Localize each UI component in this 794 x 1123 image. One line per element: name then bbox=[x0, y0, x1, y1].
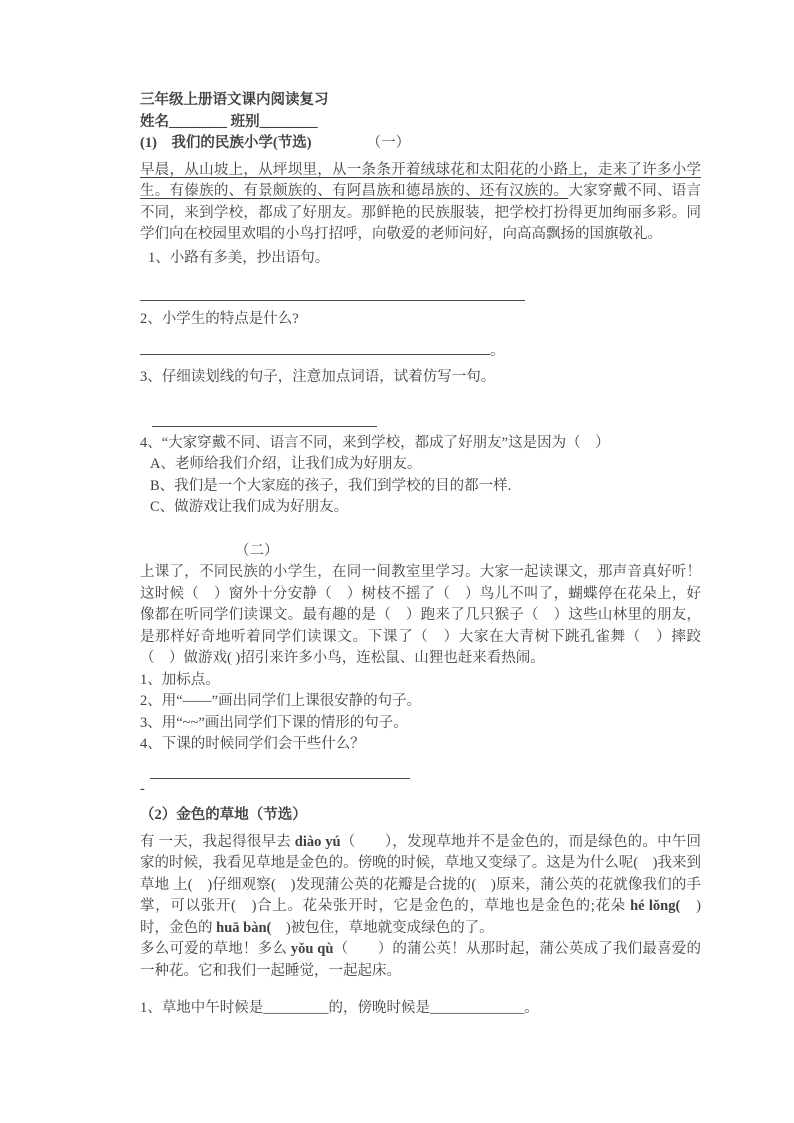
section1-heading: (1) 我们的民族小学(节选) bbox=[140, 135, 312, 151]
section1-option-b: B、我们是一个大家庭的孩子，我们到学校的目的都一样. bbox=[150, 477, 512, 494]
section1-question-2: 2、小学生的特点是什么? bbox=[140, 311, 299, 327]
s3-p1-seg2: （ ），发现草地并不是金色的，而是绿色的。中午回家的时候，我看见草地是金色的。傍晚的时候，草地又变绿了。这是为什么呢( )我来到草地 上( )仔细观察( )发现蒲公英的花瓣是合拢的( )原来，蒲公英的花就像我们的手掌，可以张开( )合上。花朵张开时，它是金色的，草地也是金色的;花朵 bbox=[140, 833, 701, 914]
section2-question-2: 2、用“——”画出同学们上课很安静的句子。 bbox=[140, 693, 422, 709]
answer-blank-period: 。 bbox=[490, 342, 505, 359]
doc-title: 三年级上册语文课内阅读复习 bbox=[140, 92, 329, 108]
section3-question-1: 1、草地中午时候是_________的，傍晚时候是_____________。 bbox=[140, 1000, 539, 1016]
section1-passage-underlined: 早晨，从山坡上，从坪坝里，从一条条开着绒球花和太阳花的小路上，走来了许多小学生。有傣族的、有景颇族的、有阿昌族和德昂族的、还有汉族的。 bbox=[140, 161, 701, 199]
section2-question-4: 4、下课的时候同学们会干些什么？ bbox=[140, 736, 365, 752]
answer-blank-line-1 bbox=[140, 300, 525, 301]
section1-question-1: 1、小路有多美，抄出语句。 bbox=[148, 249, 330, 266]
s3-p2-seg2: （ ）的蒲公英！从那时起，蒲公英成了我们最喜爱的一种花。它和我们一起睡觉，一起起床。 bbox=[140, 941, 702, 979]
section2-part-label: （二） bbox=[235, 542, 279, 559]
answer-blank-line-2 bbox=[140, 340, 490, 355]
answer-blank-line-3 bbox=[152, 426, 377, 427]
section2-question-3: 3、用“~~”画出同学们下课的情形的句子。 bbox=[140, 714, 408, 731]
answer-blank-row-2 bbox=[140, 340, 701, 363]
s3-pinyin-helong: hé lǒng( bbox=[630, 898, 681, 914]
section1-heading-line bbox=[140, 133, 701, 155]
s3-pinyin-diaoyu: diào yú bbox=[294, 833, 341, 850]
s3-p1-seg1: 有 一天，我起得很早去 bbox=[140, 833, 295, 850]
section1-question-3: 3、仔细读划线的句子，注意加点词语，试着仿写一句。 bbox=[140, 369, 496, 385]
s3-p1-seg4: )被包住，草地就变成绿色的了。 bbox=[271, 919, 494, 936]
section3-heading: （2）金色的草地（节选） bbox=[140, 807, 307, 823]
section1-passage-rest: 大家穿戴不同、语言不同，来到学校，都成了好朋友。那鲜艳的民族服装，把学校打扮得更加绚丽多彩。同学们向在校园里欢唱的小鸟打招呼，向敬爱的老师问好，向高高飘扬的国旗敬礼。 bbox=[140, 183, 702, 242]
s3-pinyin-huaban: huā bàn( bbox=[216, 919, 272, 936]
section3-passage-2 bbox=[140, 939, 701, 982]
section2-question-1: 1、加标点。 bbox=[140, 671, 220, 688]
dash-line: - bbox=[140, 780, 145, 797]
section2-passage: 上课了，不同民族的小学生，在同一间教室里学习。大家一起读课文，那声音真好听！这时候（ ）窗外十分安静（ ）树枝不摇了（ ）鸟儿不叫了，蝴蝶停在花朵上，好像都在听同学们读课文。最有趣的是（ ）跑来了几只猴子（ ）这些山林里的朋友，是那样好奇地听着同学们读课文。下课了（ ）大家在大青树下跳孔雀舞（ ）摔跤（ ）做游戏( )招引来许多小鸟，连松鼠、山狸也赶来看热闹。 bbox=[140, 564, 701, 666]
section1-option-a: A、老师给我们介绍，让我们成为好朋友。 bbox=[150, 456, 422, 472]
section1-option-c: C、做游戏让我们成为好朋友。 bbox=[150, 499, 349, 515]
s3-p1-seg3: )时，金色的 bbox=[140, 898, 701, 936]
section3-passage-1 bbox=[140, 832, 701, 940]
section1-part-label: （一） bbox=[366, 135, 411, 151]
section1-passage bbox=[140, 160, 701, 246]
section1-question-4: 4、“大家穿戴不同、语言不同，来到学校，都成了好朋友”这是因为（ ） bbox=[140, 434, 610, 451]
name-class-line: 姓名________ 班别________ bbox=[140, 113, 318, 130]
s3-p2-seg1: 多么可爱的草地！多么 bbox=[140, 941, 291, 957]
s3-pinyin-youqu: yǒu qù bbox=[290, 941, 334, 957]
worksheet-content bbox=[140, 90, 701, 1020]
